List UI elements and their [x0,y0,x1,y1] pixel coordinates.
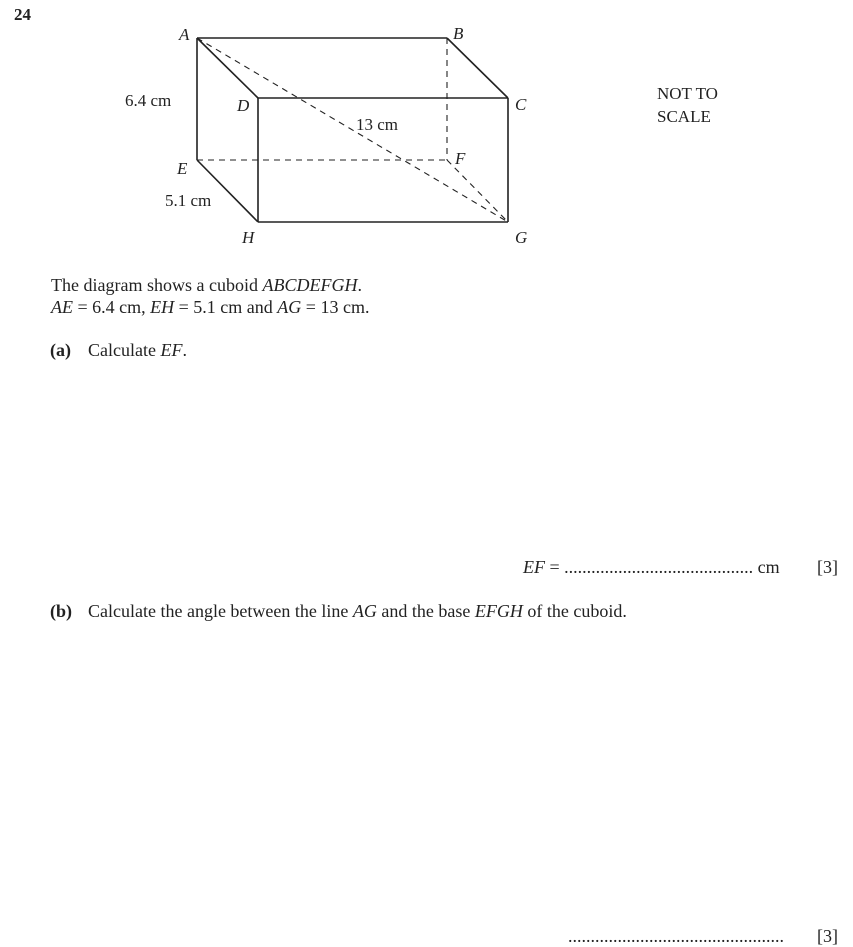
cuboid-diagram [0,0,853,260]
part-a-label: (a) [50,340,71,360]
var-ae: AE [51,297,73,317]
part-b-question [88,601,627,622]
part-a-answer-var: EF [523,557,545,577]
eh-value: = 5.1 cm and [174,297,278,317]
part-a-question [88,340,187,361]
part-a-marks: [3] [817,557,838,577]
ae-value: = 6.4 cm, [73,297,151,317]
part-a-answer-field[interactable]: .......................................... [564,557,754,577]
part-a-var: EF [160,340,183,360]
part-a-text: Calculate [88,340,161,360]
not-to-scale-line2: SCALE [657,107,711,126]
vertex-label-c: C [515,95,527,114]
cuboid-hidden-edges [197,38,508,222]
var-ag: AG [277,297,302,317]
intro-line-2 [51,297,369,318]
part-b-text-1: Calculate the angle between the line [88,601,353,621]
part-a-answer-line [523,557,780,578]
vertex-label-h: H [242,228,255,247]
cuboid-name: ABCDEFGH [262,275,358,295]
ag-value: = 13 cm. [301,297,370,317]
vertex-label-e: E [177,159,188,178]
question-number: 24 [14,5,31,24]
part-b-answer-field[interactable]: ................................................ [568,926,784,946]
measure-ag: 13 cm [356,115,399,134]
part-b-marks: [3] [817,926,838,946]
part-b-label: (b) [50,601,72,621]
intro-text: The diagram shows a cuboid [51,275,263,295]
part-a-unit: cm [753,557,780,577]
vertex-label-g: G [515,228,528,247]
edge-ad [197,38,258,98]
part-b-var-efgh: EFGH [474,601,523,621]
part-b-text-2: and the base [376,601,475,621]
part-b-text-3: of the cuboid. [522,601,627,621]
not-to-scale-line1: NOT TO [657,84,718,103]
vertex-label-b: B [453,24,464,43]
vertex-label-d: D [237,96,250,115]
intro-line-1 [51,275,362,296]
not-to-scale-note [657,82,718,128]
vertex-label-a: A [179,25,190,44]
part-b-var-ag: AG [352,601,377,621]
diagonal-ag [197,38,508,222]
intro-period: . [357,275,362,295]
vertex-label-f: F [455,149,466,168]
measure-eh: 5.1 cm [165,191,212,210]
measure-ae: 6.4 cm [125,91,172,110]
edge-bc [447,38,508,98]
var-eh: EH [150,297,175,317]
part-a-period: . [182,340,187,360]
part-a-equals: = [545,557,565,577]
